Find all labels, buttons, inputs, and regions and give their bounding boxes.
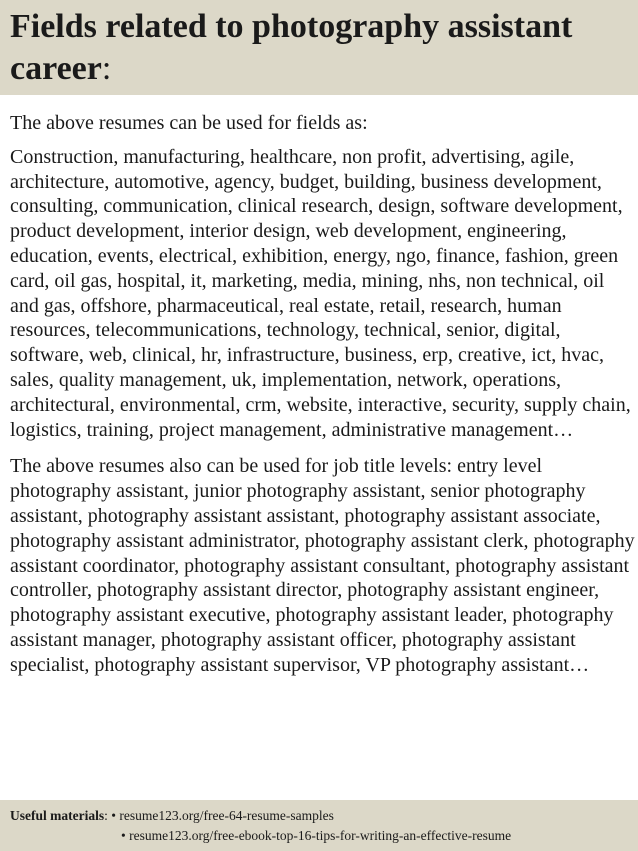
- main-content: [10, 111, 638, 678]
- useful-materials-label: Useful materials: [10, 808, 105, 823]
- useful-materials-footer: [10, 806, 511, 846]
- footer-row-first: [10, 806, 511, 826]
- bullet-icon: •: [111, 808, 116, 823]
- page-title-text: Fields related to photography assistant career: [10, 8, 573, 87]
- footer-row-second: [10, 826, 511, 846]
- bullet-icon: •: [121, 828, 126, 843]
- footer-label-separator: :: [104, 808, 112, 823]
- page-title-suffix: :: [101, 50, 112, 87]
- resume-samples-link[interactable]: resume123.org/free-64-resume-samples: [119, 808, 334, 823]
- resume-tips-ebook-link[interactable]: resume123.org/free-ebook-top-16-tips-for-writing-an-effective-resume: [129, 828, 512, 843]
- job-levels-text: The above resumes also can be used for job title levels: entry level photography assistant, junior photography assistant, senior photography assistant, photography assistant assistant, photography assistant associate, photography assistant administrator, photography assistant clerk, photography assistant coordinator, photography assistant consultant, photography assistant controller, photography assistant director, photography assistant engineer, photography assistant executive, photography assistant leader, photography assistant manager, photography assistant officer, photography assistant specialist, photography assistant supervisor, VP photography assistant…: [10, 455, 635, 676]
- fields-list-text: Construction, manufacturing, healthcare, non profit, advertising, agile, architecture, automotive, agency, budget, building, business development, consulting, communication, clinical research, design, software development, product development, interior design, web development, engineering, education, events, electrical, exhibition, energy, ngo, finance, fashion, green card, oil gas, hospital, it, marketing, media, mining, nhs, non technical, oil and gas, offshore, pharmaceutical, real estate, retail, research, human resources, telecommunications, technology, technical, senior, digital, software, web, clinical, hr, infrastructure, business, erp, creative, ict, hvac, sales, quality management, uk, implementation, network, operations, architectural, environmental, crm, website, interactive, security, supply chain, logistics, training, project management, administrative management…: [10, 145, 631, 441]
- page-title: [10, 6, 630, 90]
- intro-text: The above resumes can be used for fields as:: [10, 112, 368, 134]
